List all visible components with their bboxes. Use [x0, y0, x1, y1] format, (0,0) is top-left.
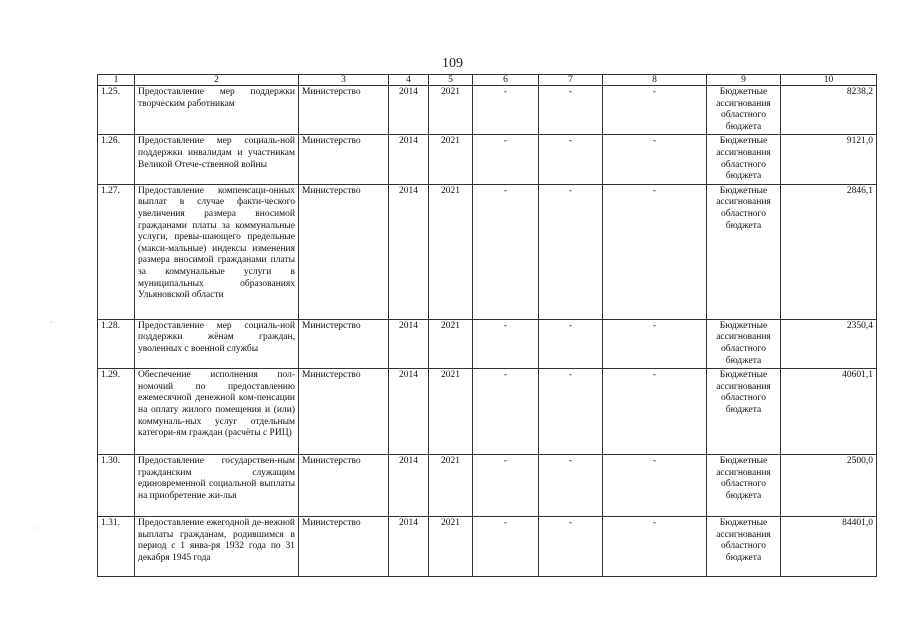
table-row	[98, 184, 877, 319]
col-header-10: 10	[781, 75, 877, 86]
measure-name: Обеспечение исполнения пол-номочий по предоставлению ежемесячной денежной ком-пенсации на оплату жилого помещения и (или) коммуналь-ных услуг отдельным категори-ям граждан (расчёты с РИЦ)	[135, 369, 299, 455]
row-number: 1.28.	[98, 319, 135, 368]
col-7-value: -	[539, 517, 603, 577]
start-year: 2014	[389, 517, 429, 577]
col-8-value: -	[603, 184, 707, 319]
table-row	[98, 86, 877, 135]
col-header-2: 2	[135, 75, 299, 86]
amount: 2846,1	[781, 184, 877, 319]
col-8-value: -	[603, 86, 707, 135]
end-year: 2021	[429, 517, 473, 577]
row-number: 1.30.	[98, 455, 135, 517]
start-year: 2014	[389, 86, 429, 135]
measure-name: Предоставление мер социаль-ной поддержки инвалидам и участникам Великой Отече-ственной войны	[135, 135, 299, 184]
col-7-value: -	[539, 369, 603, 455]
col-8-value: -	[603, 369, 707, 455]
col-6-value: -	[473, 319, 539, 368]
col-7-value: -	[539, 184, 603, 319]
table-row	[98, 319, 877, 368]
row-number: 1.29.	[98, 369, 135, 455]
table-header	[98, 75, 877, 86]
end-year: 2021	[429, 319, 473, 368]
executor: Министерство	[299, 455, 389, 517]
amount: 40601,1	[781, 369, 877, 455]
col-7-value: -	[539, 135, 603, 184]
table-row	[98, 135, 877, 184]
scan-speck: ·	[50, 318, 53, 327]
measure-name: Предоставление компенсаци-онных выплат в случае факти-ческого увеличения размера вносимой гражданами платы за коммунальные услуги, превы-шающего предельные (макси-мальные) индексы изменения размера вносимой гражданами платы за коммунальные услуги в муниципальных образованиях Ульяновской области	[135, 184, 299, 319]
col-header-8: 8	[603, 75, 707, 86]
executor: Министерство	[299, 319, 389, 368]
table-row	[98, 455, 877, 517]
col-7-value: -	[539, 455, 603, 517]
amount: 8238,2	[781, 86, 877, 135]
funding-source: Бюджетные ассигнования областного бюджета	[707, 455, 781, 517]
funding-source: Бюджетные ассигнования областного бюджета	[707, 184, 781, 319]
table-row	[98, 517, 877, 577]
col-header-6: 6	[473, 75, 539, 86]
col-7-value: -	[539, 319, 603, 368]
amount: 2350,4	[781, 319, 877, 368]
row-number: 1.27.	[98, 184, 135, 319]
row-number: 1.26.	[98, 135, 135, 184]
measure-name: Предоставление государствен-ным гражданским служащим единовременной социальной выплаты на приобретение жи-лья	[135, 455, 299, 517]
executor: Министерство	[299, 369, 389, 455]
col-header-1: 1	[98, 75, 135, 86]
end-year: 2021	[429, 135, 473, 184]
col-6-value: -	[473, 517, 539, 577]
funding-source: Бюджетные ассигнования областного бюджета	[707, 319, 781, 368]
amount: 2500,0	[781, 455, 877, 517]
start-year: 2014	[389, 319, 429, 368]
col-header-5: 5	[429, 75, 473, 86]
start-year: 2014	[389, 369, 429, 455]
col-header-9: 9	[707, 75, 781, 86]
start-year: 2014	[389, 135, 429, 184]
executor: Министерство	[299, 517, 389, 577]
executor: Министерство	[299, 184, 389, 319]
col-header-3: 3	[299, 75, 389, 86]
col-6-value: -	[473, 455, 539, 517]
measure-name: Предоставление мер поддержки творческим работникам	[135, 86, 299, 135]
start-year: 2014	[389, 455, 429, 517]
table-body	[98, 86, 877, 577]
col-6-value: -	[473, 184, 539, 319]
page-number: 109	[442, 56, 463, 71]
end-year: 2021	[429, 455, 473, 517]
funding-source: Бюджетные ассигнования областного бюджета	[707, 517, 781, 577]
funding-source: Бюджетные ассигнования областного бюджета	[707, 86, 781, 135]
col-header-7: 7	[539, 75, 603, 86]
start-year: 2014	[389, 184, 429, 319]
col-8-value: -	[603, 135, 707, 184]
measure-name: Предоставление ежегодной де-нежной выплаты гражданам, родившимся в период с 1 янва-ря 1932 года по 31 декабря 1945 года	[135, 517, 299, 577]
executor: Министерство	[299, 135, 389, 184]
scan-speck: ·	[33, 524, 36, 533]
col-6-value: -	[473, 135, 539, 184]
row-number: 1.31.	[98, 517, 135, 577]
row-number: 1.25.	[98, 86, 135, 135]
col-6-value: -	[473, 369, 539, 455]
end-year: 2021	[429, 86, 473, 135]
end-year: 2021	[429, 369, 473, 455]
col-6-value: -	[473, 86, 539, 135]
amount: 9121,0	[781, 135, 877, 184]
funding-source: Бюджетные ассигнования областного бюджета	[707, 369, 781, 455]
header-row	[98, 75, 877, 86]
col-8-value: -	[603, 319, 707, 368]
col-8-value: -	[603, 455, 707, 517]
col-7-value: -	[539, 86, 603, 135]
measure-name: Предоставление мер социаль-ной поддержки жёнам граждан, уволенных с военной службы	[135, 319, 299, 368]
funding-source: Бюджетные ассигнования областного бюджета	[707, 135, 781, 184]
end-year: 2021	[429, 184, 473, 319]
col-8-value: -	[603, 517, 707, 577]
table-row	[98, 369, 877, 455]
program-table	[97, 74, 877, 577]
amount: 84401,0	[781, 517, 877, 577]
col-header-4: 4	[389, 75, 429, 86]
executor: Министерство	[299, 86, 389, 135]
